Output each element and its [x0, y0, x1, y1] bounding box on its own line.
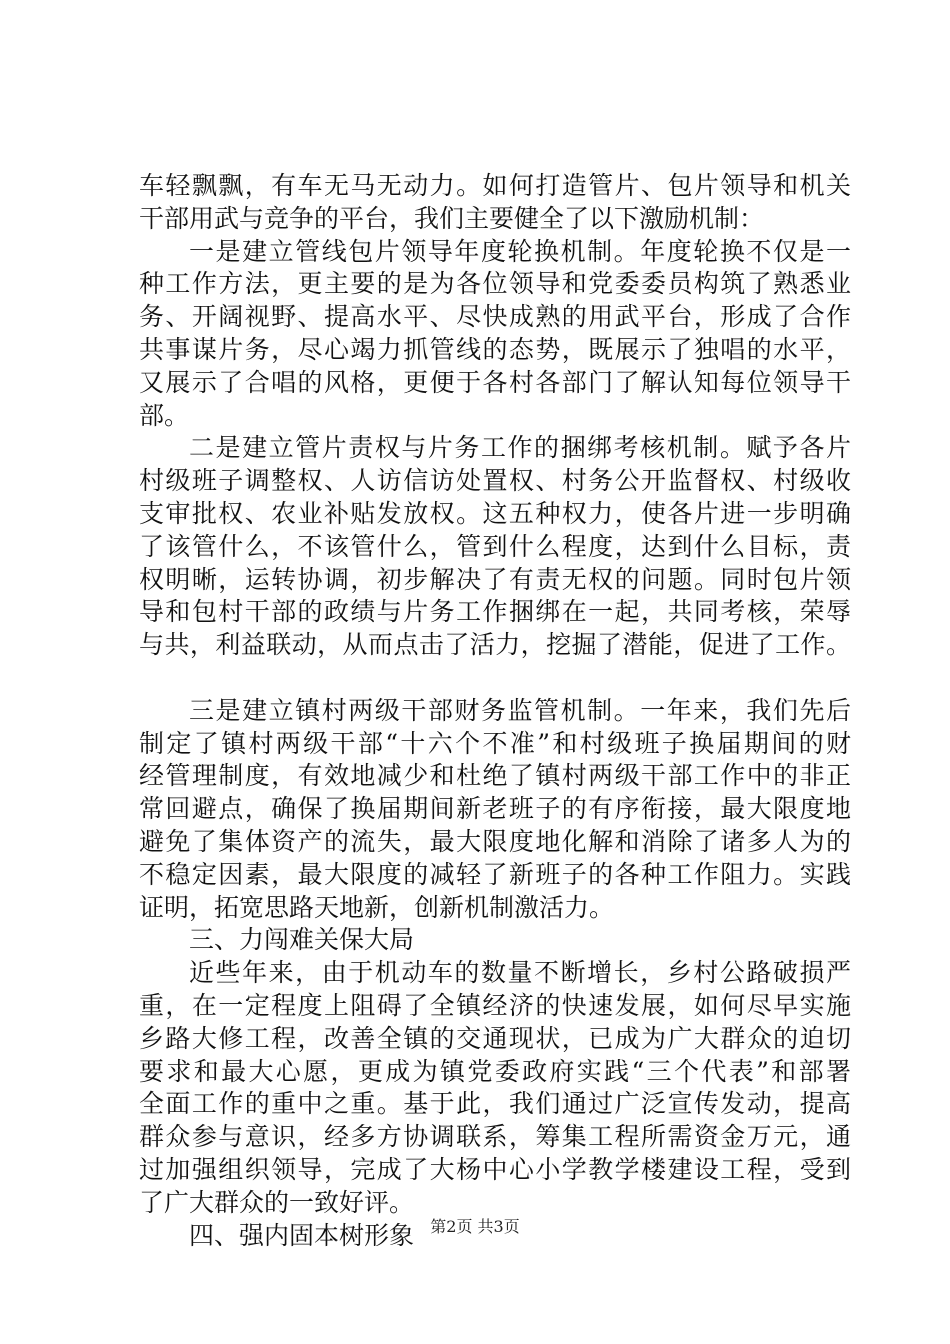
- text-line: 经管理制度，有效地减少和杜绝了镇村两级干部工作中的非正: [139, 761, 851, 791]
- text-line: 务、开阔视野、提高水平、尽快成熟的用武平台，形成了合作: [139, 302, 851, 332]
- text-line: 导和包村干部的政绩与片务工作捆绑在一起，共同考核，荣辱: [139, 597, 851, 627]
- text-line: 部。: [139, 400, 190, 430]
- body-text: [139, 170, 851, 1252]
- text-line: 支审批权、农业补贴发放权。这五种权力，使各片进一步明确: [139, 498, 851, 528]
- text-line: 一是建立管线包片领导年度轮换机制。年度轮换不仅是一: [189, 236, 851, 266]
- text-line: 与共，利益联动，从而点击了活力，挖掘了潜能，促进了工作。: [139, 630, 851, 660]
- text-line: 证明，拓宽思路天地新，创新机制激活力。: [139, 892, 615, 922]
- text-line: 常回避点，确保了换届期间新老班子的有序衔接，最大限度地: [139, 794, 851, 824]
- section-heading: 三、力闯难关保大局: [189, 925, 415, 955]
- text-line: 要求和最大心愿，更成为镇党委政府实践“三个代表”和部署: [139, 1056, 851, 1086]
- text-line: 近些年来，由于机动车的数量不断增长，乡村公路破损严: [189, 958, 851, 988]
- text-line: 不稳定因素，最大限度的减轻了新班子的各种工作阻力。实践: [139, 859, 851, 889]
- text-line: 了该管什么，不该管什么，管到什么程度，达到什么目标，责: [139, 531, 851, 561]
- text-line: 三是建立镇村两级干部财务监管机制。一年来，我们先后: [189, 695, 851, 725]
- text-line: 种工作方法，更主要的是为各位领导和党委委员构筑了熟悉业: [139, 269, 851, 299]
- text-line: 过加强组织领导，完成了大杨中心小学教学楼建设工程，受到: [139, 1154, 851, 1184]
- text-line: 群众参与意识，经多方协调联系，筹集工程所需资金万元，通: [139, 1122, 851, 1152]
- text-line: 车轻飘飘，有车无马无动力。如何打造管片、包片领导和机关: [139, 171, 851, 200]
- text-line: 乡路大修工程，改善全镇的交通现状，已成为广大群众的迫切: [139, 1023, 851, 1053]
- text-line: 二是建立管片责权与片务工作的捆绑考核机制。赋予各片: [189, 433, 851, 463]
- text-line: 共事谋片务，尽心竭力抓管线的态势，既展示了独唱的水平，: [139, 334, 851, 364]
- text-line: 村级班子调整权、人访信访处置权、村务公开监督权、村级收: [139, 466, 851, 496]
- text-line: 避免了集体资产的流失，最大限度地化解和消除了诸多人为的: [139, 826, 851, 856]
- text-line: 制定了镇村两级干部“十六个不准”和村级班子换届期间的财: [139, 728, 851, 758]
- page-number: 第2页 共3页: [430, 1217, 520, 1236]
- text-line: 干部用武与竞争的平台，我们主要健全了以下激励机制：: [139, 203, 765, 233]
- text-line: 全面工作的重中之重。基于此，我们通过广泛宣传发动，提高: [139, 1089, 851, 1119]
- text-line: 权明晰，运转协调，初步解决了有责无权的问题。同时包片领: [139, 564, 851, 594]
- section-heading: 四、强内固本树形象: [189, 1220, 415, 1250]
- blank-line: [139, 662, 851, 695]
- text-line: 了广大群众的一致好评。: [139, 1187, 415, 1217]
- text-line: 又展示了合唱的风格，更便于各村各部门了解认知每位领导干: [139, 367, 851, 397]
- text-line: 重，在一定程度上阻碍了全镇经济的快速发展，如何尽早实施: [139, 990, 851, 1020]
